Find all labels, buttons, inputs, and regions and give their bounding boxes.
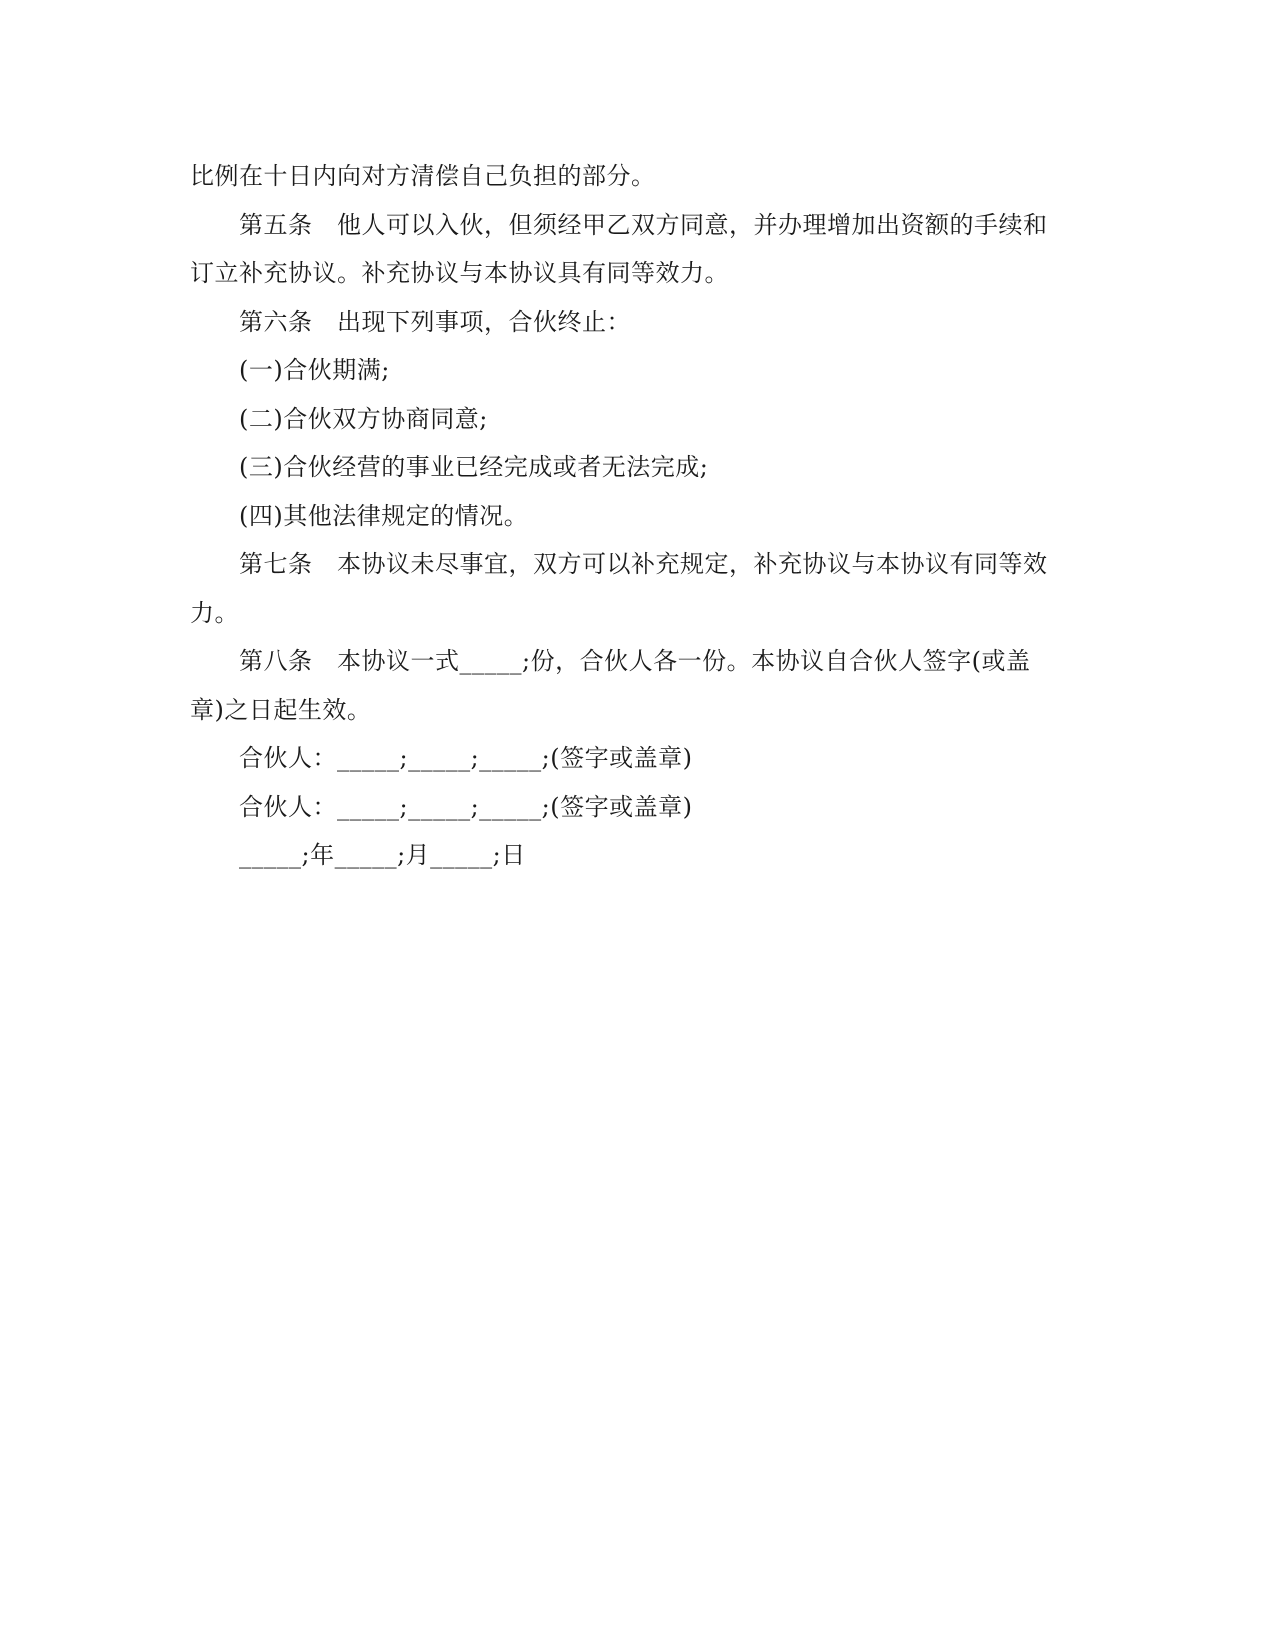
list-item: (三)合伙经营的事业已经完成或者无法完成; (239, 453, 709, 481)
paragraph-line: 章)之日起生效。 (190, 695, 372, 724)
list-item: (四)其他法律规定的情况。 (239, 501, 529, 530)
article-8-line: 第八条 本协议一式_____;份，合伙人各一份。本协议自合伙人签字(或盖 (239, 647, 1031, 675)
paragraph-line: 力。 (190, 598, 239, 627)
article-7-line: 第七条 本协议未尽事宜，双方可以补充规定，补充协议与本协议有同等效 (239, 550, 1048, 578)
paragraph-line: 比例在十日内向对方清偿自己负担的部分。 (190, 162, 656, 190)
paragraph-line: 订立补充协议。补充协议与本协议具有同等效力。 (190, 259, 729, 287)
article-5-line: 第五条 他人可以入伙，但须经甲乙双方同意，并办理增加出资额的手续和 (239, 210, 1048, 239)
date-line: _____;年_____;月_____;日 (239, 841, 526, 869)
list-item: (一)合伙期满; (239, 356, 390, 384)
list-item: (二)合伙双方协商同意; (239, 404, 488, 433)
article-6-line: 第六条 出现下列事项，合伙终止： (239, 307, 631, 336)
document-page (190, 152, 1070, 880)
partner-signature-line: 合伙人：_____;_____;_____;(签字或盖章) (239, 744, 693, 772)
partner-signature-line: 合伙人：_____;_____;_____;(签字或盖章) (239, 792, 693, 821)
